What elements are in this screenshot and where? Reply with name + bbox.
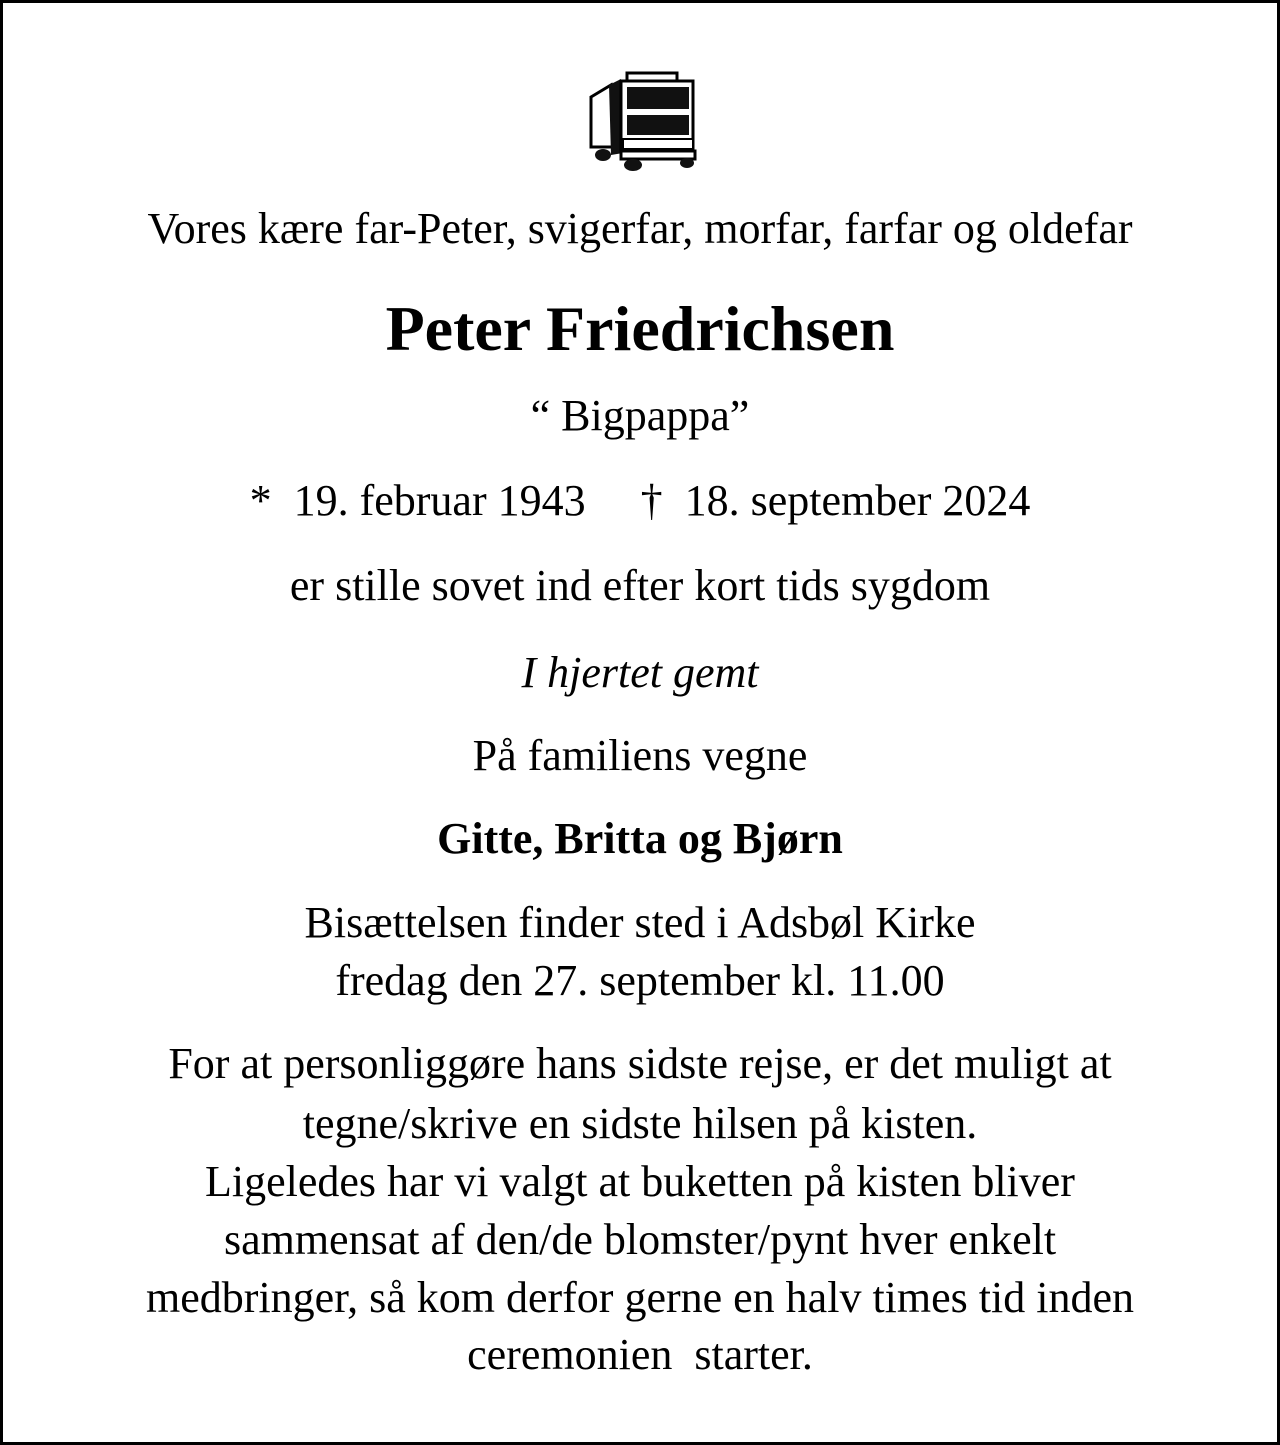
intro-line: Vores kære far-Peter, svigerfar, morfar, farfar og oldefar — [147, 204, 1133, 253]
nickname: “ Bigpappa” — [530, 391, 750, 440]
note-line: medbringer, så kom derfor gerne en halv times tid inden — [146, 1273, 1134, 1322]
note-line: tegne/skrive en sidste hilsen på kisten. — [302, 1099, 978, 1148]
note-line: sammensat af den/de blomster/pynt hver enkelt — [223, 1215, 1057, 1264]
note-line: For at personliggøre hans sidste rejse, er det muligt at — [168, 1039, 1112, 1088]
note-line: ceremonien starter. — [467, 1330, 813, 1379]
motto: I hjertet gemt — [521, 648, 759, 697]
funeral-line: Bisættelsen finder sted i Adsbøl Kirke — [304, 898, 976, 947]
on-behalf: På familiens vegne — [472, 731, 808, 780]
deceased-name: Peter Friedrichsen — [385, 293, 895, 364]
note-line: Ligeledes har vi valgt at buketten på kisten bliver — [205, 1157, 1075, 1206]
passing-text: er stille sovet ind efter kort tids sygdom — [289, 561, 991, 610]
family-names: Gitte, Britta og Bjørn — [437, 814, 843, 863]
dates: * 19. februar 1943 † 18. september 2024 — [249, 476, 1031, 525]
funeral-line: fredag den 27. september kl. 11.00 — [335, 956, 945, 1005]
truck-icon — [583, 67, 703, 173]
